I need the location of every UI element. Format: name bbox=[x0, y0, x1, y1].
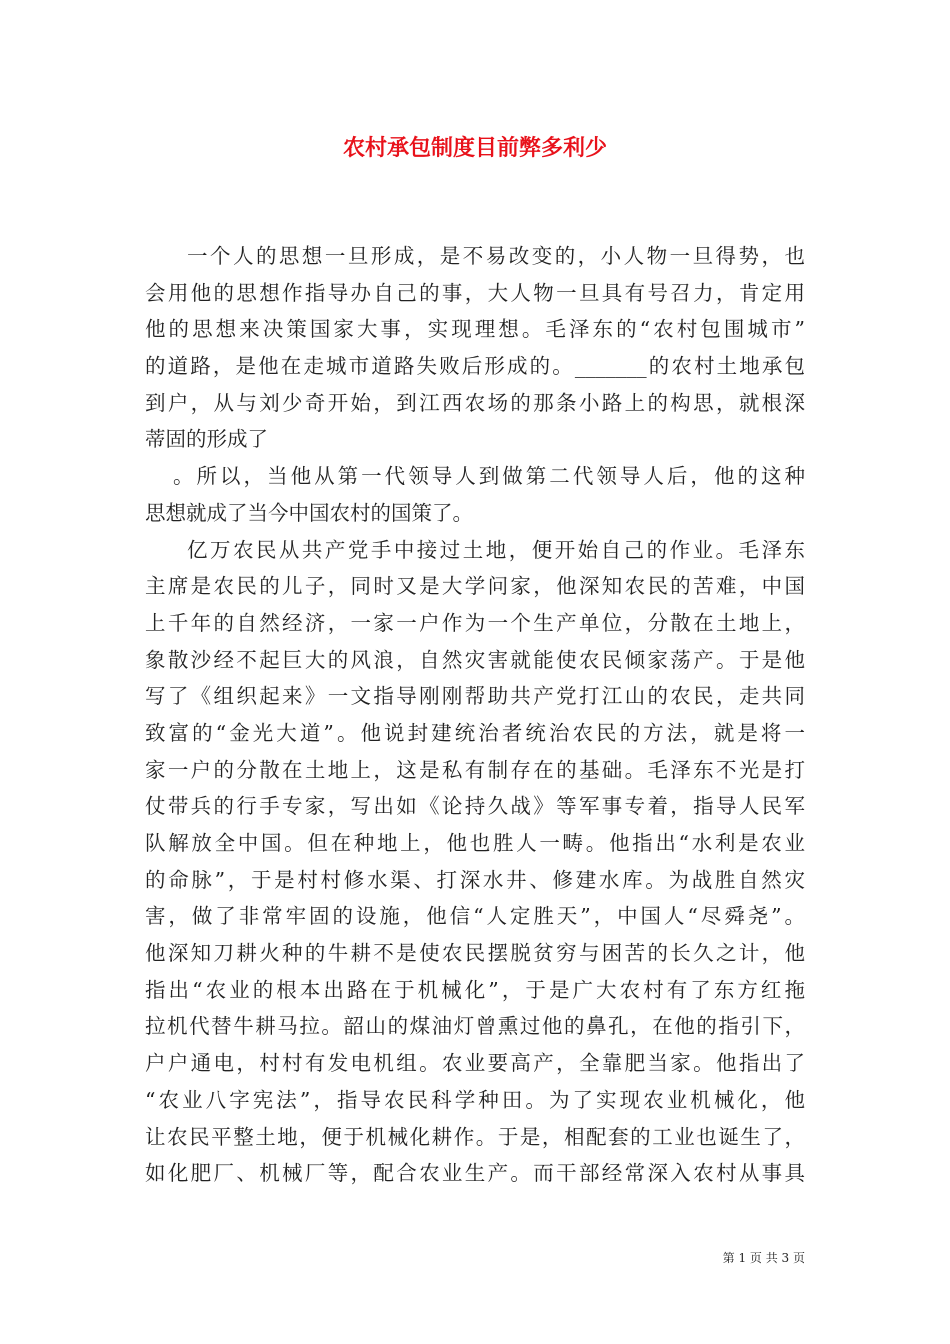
body-line: 。所以，当他从第一代领导人到做第二代领导人后，他的这种 bbox=[173, 464, 805, 489]
document-body bbox=[145, 238, 805, 1192]
body-line: 的道路，是他在走城市道路失败后形成的。_______的农村土地承包 bbox=[145, 354, 805, 379]
page-number-footer: 第 1 页 共 3 页 bbox=[722, 1251, 805, 1265]
body-line: 一个人的思想一旦形成，是不易改变的，小人物一旦得势，也 bbox=[187, 244, 805, 268]
body-line: 仗带兵的行手专家，写出如《论持久战》等军事专着，指导人民军 bbox=[145, 794, 805, 819]
body-line: 亿万农民从共产党手中接过土地，便开始自己的作业。毛泽东 bbox=[187, 537, 805, 562]
document-title: 农村承包制度目前弊多利少 bbox=[342, 135, 607, 161]
body-line: 队解放全中国。但在种地上，他也胜人一畴。他指出“水利是农业 bbox=[145, 831, 805, 855]
body-line: 让农民平整土地，便于机械化耕作。于是，相配套的工业也诞生了， bbox=[145, 1124, 805, 1149]
body-line: 他的思想来决策国家大事，实现理想。毛泽东的“农村包围城市” bbox=[145, 317, 805, 342]
body-line: 思想就成了当今中国农村的国策了。 bbox=[145, 500, 473, 525]
body-line: 上千年的自然经济，一家一户作为一个生产单位，分散在土地上， bbox=[145, 610, 805, 635]
body-line: 拉机代替牛耕马拉。韶山的煤油灯曾熏过他的鼻孔，在他的指引下， bbox=[145, 1014, 805, 1039]
body-line: 象散沙经不起巨大的风浪，自然灾害就能使农民倾家荡产。于是他 bbox=[145, 647, 805, 672]
body-line: “农业八字宪法”，指导农民科学种田。为了实现农业机械化，他 bbox=[145, 1087, 805, 1112]
body-line: 如化肥厂、机械厂等，配合农业生产。而干部经常深入农村从事具 bbox=[145, 1161, 805, 1186]
body-line: 指出“农业的根本出路在于机械化”，于是广大农村有了东方红拖 bbox=[145, 977, 805, 1002]
body-line: 害，做了非常牢固的设施，他信“人定胜天”，中国人“尽舜尧”。 bbox=[145, 904, 805, 929]
body-line: 致富的“金光大道”。他说封建统治者统治农民的方法，就是将一 bbox=[145, 720, 805, 745]
body-line: 写了《组织起来》一文指导刚刚帮助共产党打江山的农民，走共同 bbox=[145, 684, 805, 709]
body-line: 蒂固的形成了 bbox=[145, 427, 268, 452]
body-line: 的命脉”，于是村村修水渠、打深水井、修建水库。为战胜自然灾 bbox=[145, 867, 805, 892]
body-line: 会用他的思想作指导办自己的事，大人物一旦具有号召力，肯定用 bbox=[145, 280, 805, 305]
body-line: 户户通电，村村有发电机组。农业要高产，全靠肥当家。他指出了 bbox=[145, 1051, 805, 1076]
body-line: 家一户的分散在土地上，这是私有制存在的基础。毛泽东不光是打 bbox=[145, 757, 805, 782]
body-line: 到户，从与刘少奇开始，到江西农场的那条小路上的构思，就根深 bbox=[145, 390, 805, 415]
body-line: 他深知刀耕火种的牛耕不是使农民摆脱贫穷与困苦的长久之计，他 bbox=[145, 941, 805, 966]
body-line: 主席是农民的儿子，同时又是大学问家，他深知农民的苦难，中国 bbox=[145, 574, 805, 599]
